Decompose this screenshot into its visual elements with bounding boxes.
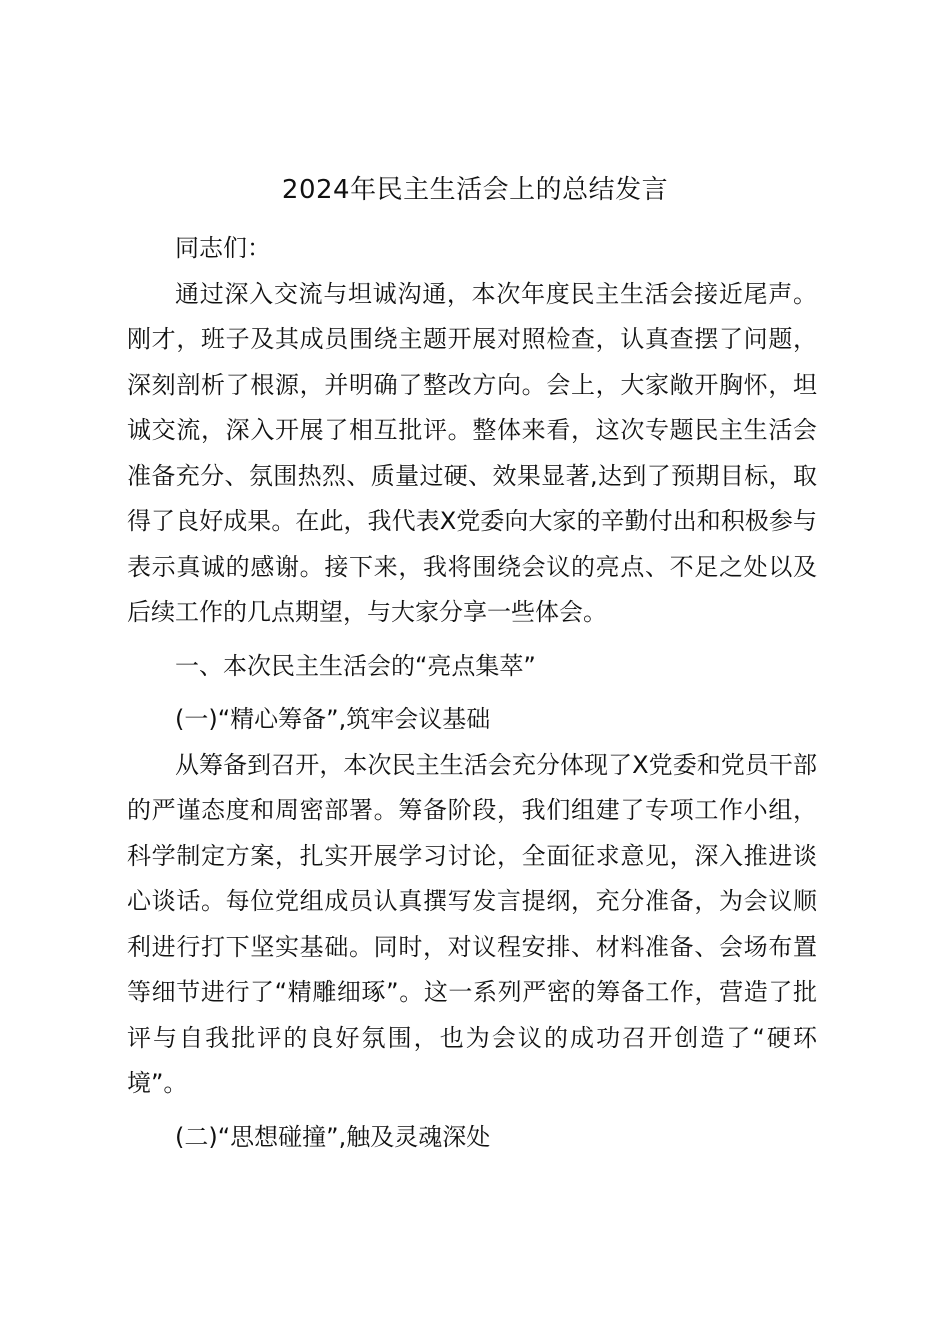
paragraph-preparation: 从筹备到召开，本次民主生活会充分体现了X党委和党员干部的严谨态度和周密部署。筹备阶段，我们组建了专项工作小组，科学制定方案，扎实开展学习讨论，全面征求意见，深入推进谈心谈话。每位党组成员认真撰写发言提纲，充分准备，为会议顺利进行打下坚实基础。同时，对议程安排、材料准备、会场布置等细节进行了“精雕细琢”。这一系列严密的筹备工作，营造了批评与自我批评的良好氛围，也为会议的成功召开创造了“硬环境”。: [127, 750, 817, 1097]
subsection-heading-2: (二)“思想碰撞”,触及灵魂深处: [175, 1122, 491, 1151]
subsection-heading-1: (一)“精心筹备”,筑牢会议基础: [175, 705, 491, 733]
paragraph-intro: 通过深入交流与坦诚沟通，本次年度民主生活会接近尾声。刚才，班子及其成员围绕主题开展对照检查，认真查摆了问题，深刻剖析了根源，并明确了整改方向。会上，大家敞开胸怀，坦诚交流，深入开展了相互批评。整体来看，这次专题民主生活会准备充分、氛围热烈、质量过硬、效果显著,达到了预期目标，取得了良好成果。在此，我代表X党委向大家的辛勤付出和积极参与表示真诚的感谢。接下来，我将围绕会议的亮点、不足之处以及后续工作的几点期望，与大家分享一些体会。: [127, 279, 817, 626]
salutation: 同志们：: [175, 234, 271, 262]
document-title: 2024年民主生活会上的总结发言: [281, 175, 669, 205]
document-body: [127, 226, 817, 1160]
section-heading-1: 一、本次民主生活会的“亮点集萃”: [175, 651, 536, 680]
